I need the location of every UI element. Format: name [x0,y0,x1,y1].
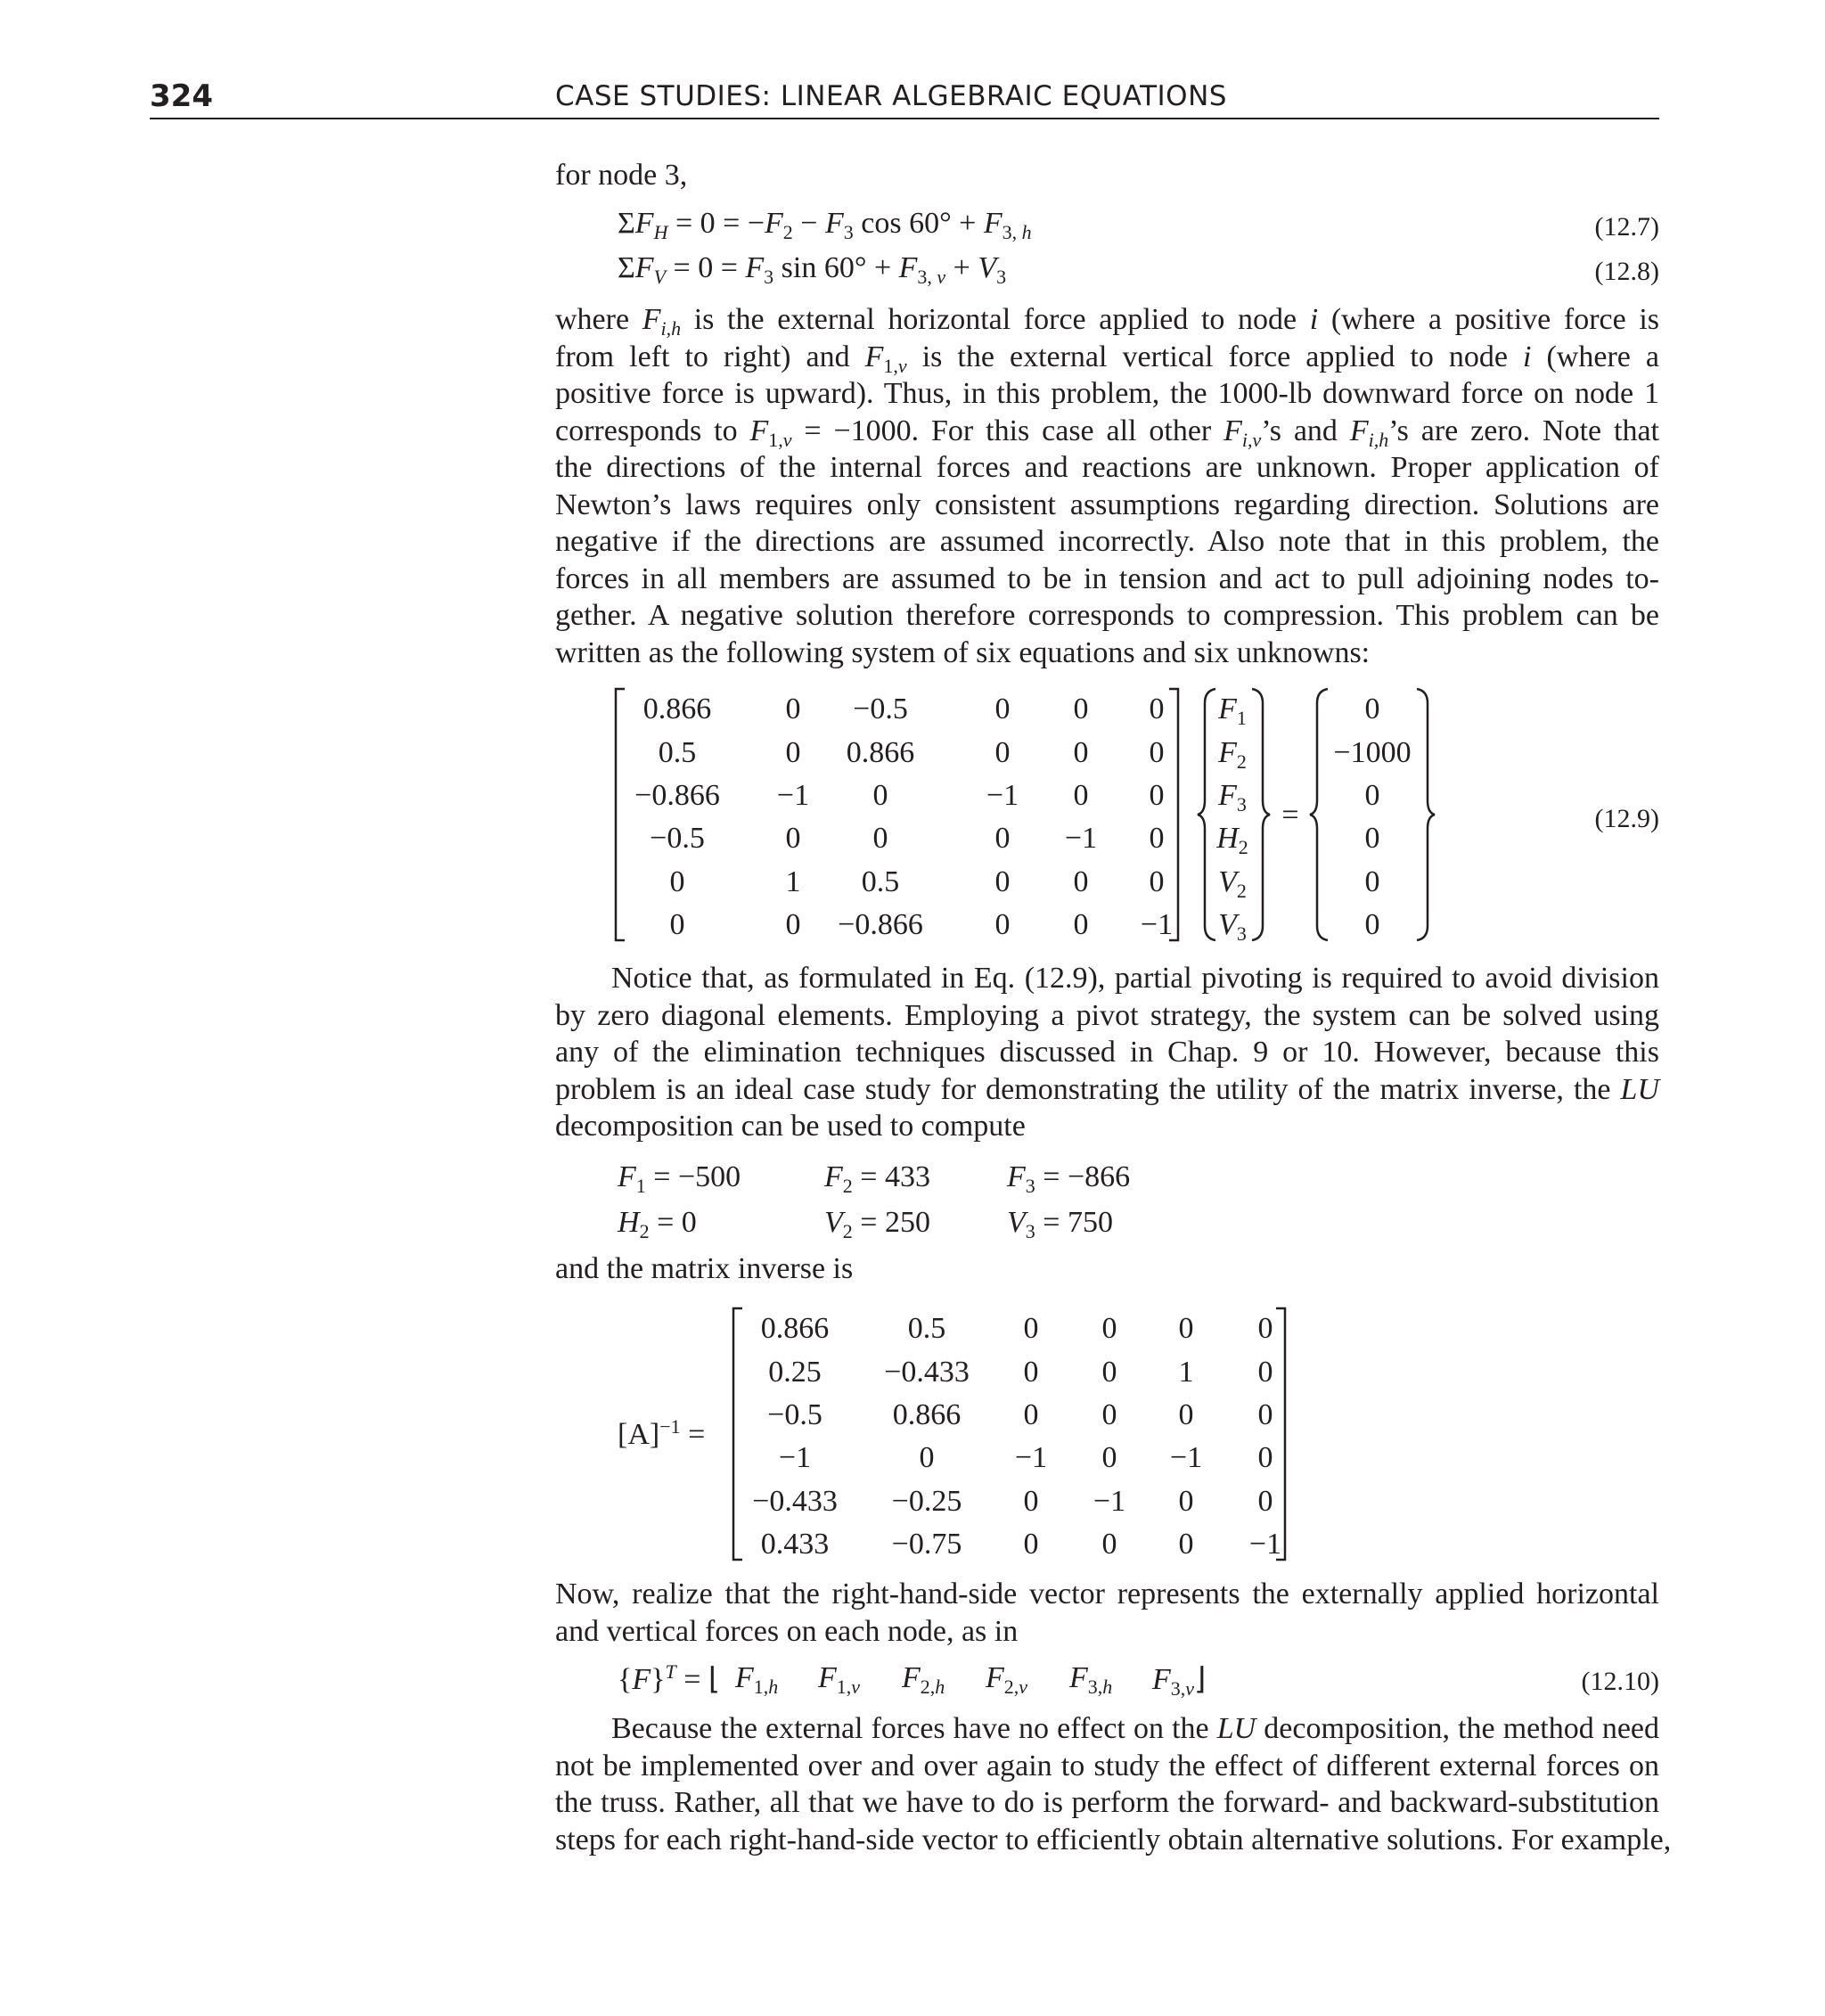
inverse-matrix-cell: 0.25 [768,1356,822,1389]
paragraph-line: Notice that, as formulated in Eq. (12.9), partial pivoting is required to avoid division [611,962,1659,995]
inverse-matrix-cell: 0 [1023,1528,1039,1561]
matrix-a-cell: 0.5 [861,865,900,898]
paragraph-line: not be implemented over and over again to study the effect of different external forces on [555,1749,1659,1782]
solution-value: $V_3 = 750$ [1007,1206,1113,1242]
inverse-matrix-cell: 0.5 [907,1312,946,1345]
rhs-cell: 0 [1364,865,1380,898]
equals-sign: = [1281,799,1299,832]
equation-12-8 [618,251,1007,288]
inverse-matrix-cell: −1 [778,1441,812,1474]
header-rule [150,118,1659,119]
rhs-cell: 0 [1364,779,1380,812]
inverse-matrix-cell: −0.25 [891,1485,962,1518]
matrix-a-cell: 0 [994,908,1011,941]
matrix-a-cell: 0 [1073,736,1089,769]
matrix-a-cell: 0 [994,692,1011,725]
inverse-matrix-cell: 0 [1257,1398,1273,1431]
matrix-a-cell: −0.5 [650,822,705,855]
matrix-a-cell: 0 [872,779,888,812]
eq-12-10-entry: $F_{1,v}$ [818,1661,861,1698]
paragraph-line: the directions of the internal forces and reactions are unknown. Proper application of [555,451,1659,484]
equation-12-7 [618,207,1032,241]
matrix-a-cell: 0.5 [658,736,697,769]
matrix-a-cell: −0.866 [838,908,923,941]
matrix-a-cell: 0 [785,736,801,769]
inverse-matrix-cell: 0 [1178,1528,1194,1561]
inverse-matrix-cell: 0.866 [760,1312,830,1345]
inverse-matrix-cell: 0 [1178,1398,1194,1431]
eq-12-7-content: $\Sigma F_H = 0 = -F_2 - F_3$ $\cos 60^\circ + F_{3, h}$ [618,207,1032,243]
solution-value: $H_2 = 0$ [618,1206,697,1242]
matrix-a-cell: 0 [1149,822,1165,855]
paragraph-line: where $F_{i,h}$ is the external horizontal force applied to node i (where a positive force is [555,303,1660,340]
paragraph-line: written as the following system of six equations and six unknowns: [555,635,1371,669]
inverse-matrix-cell: 0 [1257,1485,1273,1518]
matrix-a-cell: 0 [669,865,685,898]
inverse-left-bracket [732,1308,744,1560]
matrix-a-cell: −1 [986,779,1019,812]
eq-12-10-entry: $F_{3,h}$ [1069,1661,1113,1698]
unknown-cell: $F_1$ [1218,692,1247,729]
solution-value: $F_2 = 433$ [824,1160,930,1197]
matrix-a-cell: 0 [785,822,801,855]
inverse-matrix-cell: 1 [1178,1356,1194,1389]
rhs-cell: −1000 [1333,736,1412,769]
matrix-a-cell: 0 [1073,779,1089,812]
eq-12-10-entry: $F_{2,h}$ [902,1661,945,1698]
inverse-matrix-cell: 0 [1023,1356,1039,1389]
equation-number-12-9: (12.9) [1594,804,1659,833]
matrix-a-cell: 0 [1149,779,1165,812]
equation-number-12-8: (12.8) [1594,257,1659,286]
matrix-a-cell: −1 [776,779,810,812]
equation-number-12-10: (12.10) [1581,1667,1659,1696]
rhs-cell: 0 [1364,908,1380,941]
inverse-matrix-cell: 0 [1101,1312,1117,1345]
inverse-matrix-cell: 0.866 [892,1398,962,1431]
rhs-right-brace [1417,689,1436,940]
unknown-cell: $F_2$ [1218,736,1247,773]
inverse-matrix-cell: 0 [1101,1441,1117,1474]
paragraph-2 [555,960,1659,1145]
inverse-matrix-cell: 0 [1257,1312,1273,1345]
rhs-left-brace [1310,689,1330,940]
inverse-matrix-cell: 0 [919,1441,935,1474]
paragraph-line: Newton’s laws requires only consistent assumptions regarding direction. Solutions are [555,488,1659,521]
inverse-right-bracket [1276,1308,1289,1560]
inverse-matrix-cell: 0.433 [760,1528,830,1561]
inverse-intro: and the matrix inverse is [555,1252,854,1285]
inverse-label: $[A]^{-1}$ = [618,1415,706,1451]
inverse-matrix-cell: 0 [1101,1356,1117,1389]
paragraph-line: and vertical forces on each node, as in [555,1614,1019,1648]
inverse-matrix-cell: −0.433 [752,1485,838,1518]
rhs-cell: 0 [1364,822,1380,855]
matrix-a-cell: −0.5 [853,692,908,725]
intro-text: for node 3, [555,159,688,192]
matrix-a-cell: 0 [994,822,1011,855]
paragraph-line: positive force is upward). Thus, in this problem, the 1000-lb downward force on node 1 [555,377,1659,410]
eq-12-10-lhs: $\{F\}^T$ = ⌊ [618,1660,721,1696]
matrix-a-left-bracket [614,689,626,940]
matrix-a-cell: −1 [1064,822,1098,855]
matrix-a-cell: 0 [1149,736,1165,769]
inverse-matrix-cell: 0 [1101,1528,1117,1561]
unknown-cell: $H_2$ [1216,822,1248,858]
solution-value: $F_1 = -500$ [618,1160,741,1197]
paragraph-line: by zero diagonal elements. Employing a pivot strategy, the system can be solved using [555,998,1659,1032]
matrix-a-cell: 0 [785,692,801,725]
paragraph-line: forces in all members are assumed to be in tension and act to pull adjoining nodes to- [555,561,1659,595]
eq-12-8-content: $\Sigma F_V = 0 = F_3$ $\sin 60^\circ + F_{3, v} + V_3$ [618,251,1007,288]
inverse-matrix-cell: −1 [1014,1441,1048,1474]
paragraph-line: steps for each right-hand-side vector to efficiently obtain alternative solutions. For example, [555,1823,1672,1856]
matrix-a-cell: 0 [1149,865,1165,898]
paragraph-line: from left to right) and $F_{1,v}$ is the external vertical force applied to node i (where a [555,340,1659,377]
paragraph-line: gether. A negative solution therefore corresponds to compression. This problem can be [555,599,1659,632]
solution-value: $F_3 = -866$ [1007,1160,1131,1197]
matrix-a-cell: 1 [785,865,801,898]
matrix-a-cell: 0 [872,822,888,855]
inverse-matrix-cell: 0 [1023,1485,1039,1518]
matrix-a-cell: 0 [1073,692,1089,725]
unknown-cell: $V_2$ [1218,865,1247,902]
paragraph-line: Because the external forces have no effect on the LU decomposition, the method need [611,1712,1660,1745]
inverse-matrix-cell: 0 [1023,1398,1039,1431]
inverse-matrix-cell: 0 [1023,1312,1039,1345]
unknown-cell: $V_3$ [1218,908,1247,945]
eq-12-10-entry: $F_{1,h}$ [735,1661,779,1698]
paragraph-4 [555,1710,1672,1858]
eq-12-10-entry: $F_{3,v}⌋$ [1152,1663,1207,1700]
page-number: 324 [150,78,213,114]
paragraph-line: any of the elimination techniques discussed in Chap. 9 or 10. However, because this [555,1036,1659,1069]
rhs-cell: 0 [1364,692,1380,725]
matrix-a-cell: 0 [669,908,685,941]
solution-value: $V_2 = 250$ [824,1206,930,1242]
unknown-cell: $F_3$ [1218,779,1247,815]
matrix-a-cell: 0 [994,865,1011,898]
inverse-matrix-cell: −0.433 [884,1356,970,1389]
inverse-matrix-cell: −0.5 [767,1398,822,1431]
matrix-a-cell: 0 [1149,692,1165,725]
paragraph-line: the truss. Rather, all that we have to do is perform the forward- and backward-substitution [555,1786,1659,1819]
paragraph-1 [555,301,1659,671]
inverse-matrix-cell: −0.75 [891,1528,962,1561]
matrix-a-cell: −1 [1140,908,1174,941]
paragraph-line: Now, realize that the right-hand-side vector represents the externally applied horizontal [555,1578,1659,1610]
inverse-matrix-cell: 0 [1178,1485,1194,1518]
paragraph-3 [555,1576,1659,1650]
inverse-matrix-cell: 0 [1178,1312,1194,1345]
matrix-a-cell: 0 [1073,865,1089,898]
matrix-a-cell: 0.866 [642,692,712,725]
eq-12-10-entry: $F_{2,v}$ [986,1661,1028,1698]
paragraph-line: decomposition can be used to compute [555,1110,1026,1143]
paragraph-line: negative if the directions are assumed incorrectly. Also note that in this problem, the [555,525,1659,558]
matrix-a-cell: 0 [994,736,1011,769]
inverse-matrix-cell: −1 [1248,1528,1282,1561]
inverse-matrix-cell: 0 [1101,1398,1117,1431]
matrix-a-cell: 0 [785,908,801,941]
inverse-matrix-cell: −1 [1093,1485,1126,1518]
matrix-a-right-bracket [1169,689,1182,940]
running-head: CASE STUDIES: LINEAR ALGEBRAIC EQUATIONS [555,80,1227,112]
equation-number-12-7: (12.7) [1594,212,1659,242]
matrix-a-cell: −0.866 [634,779,720,812]
paragraph-line: corresponds to $F_{1,v} = -1000$. For this case all other $F_{i,v}’s$ and $F_{i,h}’s$ are zero. Note that [555,414,1659,451]
paragraph-line: problem is an ideal case study for demonstrating the utility of the matrix inverse, the LU [555,1072,1659,1106]
inverse-matrix-cell: 0 [1257,1356,1273,1389]
inverse-matrix-cell: 0 [1257,1441,1273,1474]
matrix-a-cell: 0 [1073,908,1089,941]
matrix-a-cell: 0.866 [846,736,915,769]
inverse-matrix-cell: −1 [1169,1441,1203,1474]
